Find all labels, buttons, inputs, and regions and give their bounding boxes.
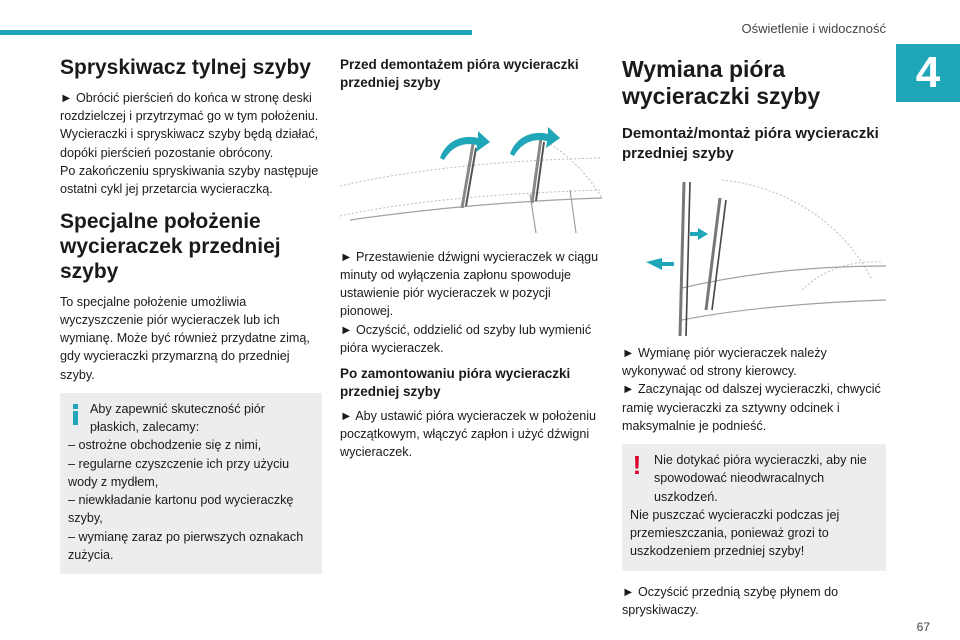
list-item: – niewkładanie kartonu pod wycieraczkę szyby, — [68, 493, 294, 526]
paragraph: ► Obrócić pierścień do końca w stronę deski rozdzielczej i przytrzymać go w tym położeniu. — [60, 90, 319, 124]
heading-rear-washer: Spryskiwacz tylnej szyby — [60, 56, 311, 79]
paragraph: ► Oczyścić przednią szybę płynem do spryskiwaczy. — [622, 584, 839, 617]
info-lead: Aby zapewnić skuteczność piór płaskich, zalecamy: — [90, 401, 265, 435]
info-icon — [68, 400, 82, 425]
warning-box — [622, 444, 886, 571]
warning-text: Nie puszczać wycieraczki podczas jej przemieszczania, ponieważ grozi to uszkodzeniem przedniej szyby! — [630, 507, 840, 559]
warning-lead: Nie dotykać pióra wycieraczki, aby nie spowodować nieodwracalnych uszkodzeń. — [654, 453, 867, 504]
list-item: – ostrożne obchodzenie się z nimi, — [68, 438, 262, 453]
warning-icon: ! — [632, 450, 642, 481]
arrow-icon — [440, 131, 490, 160]
column-1 — [60, 56, 322, 574]
paragraph: ► Aby ustawić pióra wycieraczek w położeniu początkowym, włączyć zapłon i użyć dźwigni wycieraczek. — [340, 408, 597, 460]
column-3 — [622, 56, 886, 623]
column-2 — [340, 56, 602, 466]
page-number: 67 — [916, 620, 930, 634]
list-item: – wymianę zaraz po pierwszych oznakach zużycia. — [68, 529, 304, 562]
arrow-icon — [690, 228, 708, 240]
paragraph: Wycieraczki i spryskiwacz szyby będą działać, dopóki pierścień pozostanie obrócony. — [60, 127, 319, 160]
info-box — [60, 393, 322, 574]
paragraph: ► Przestawienie dźwigni wycieraczek w ciągu minuty od wyłączenia zapłonu spowoduje ustawienie piór wycieraczek w pozycji pionowej. — [340, 249, 599, 319]
wiper-vertical-illustration — [340, 98, 602, 238]
paragraph: ► Oczyścić, oddzielić od szyby lub wymienić pióra wycieraczek. — [340, 322, 592, 355]
paragraph: To specjalne położenie umożliwia wyczyszczenie piór wycieraczek lub ich wymianę. Może być również przydatne zimą, gdy wycieraczki przymarzną do przedniej szyby. — [60, 294, 310, 382]
paragraph: ► Zaczynając od dalszej wycieraczki, chwycić ramię wycieraczki za sztywny odcinek i maksymalnie je podnieść. — [622, 382, 881, 433]
paragraph: ► Wymianę piór wycieraczek należy wykonywać od strony kierowcy. — [622, 345, 827, 379]
paragraph: Po zakończeniu spryskiwania szyby następuje ostatni cykl jej przetarcia wycieraczką. — [60, 163, 319, 197]
wiper-removal-illustration — [622, 170, 886, 338]
chapter-tab: 4 — [896, 44, 960, 102]
arrow-icon — [646, 258, 674, 270]
heading-before-removal: Przed demontażem pióra wycieraczki przedniej szyby — [340, 57, 579, 90]
header-accent-bar — [0, 30, 472, 35]
section-title: Oświetlenie i widoczność — [741, 21, 886, 36]
arrow-icon — [510, 127, 560, 156]
heading-remove-mount: Demontaż/montaż pióra wycieraczki przedniej szyby — [622, 125, 879, 163]
heading-special-position: Specjalne położenie wycieraczek przedniej szyby — [60, 210, 281, 283]
heading-replace-blade: Wymiana pióra wycieraczki szyby — [622, 56, 821, 110]
list-item: – regularne czyszczenie ich przy użyciu wody z mydłem, — [68, 456, 290, 489]
heading-after-mounting: Po zamontowaniu pióra wycieraczki przedniej szyby — [340, 366, 571, 399]
